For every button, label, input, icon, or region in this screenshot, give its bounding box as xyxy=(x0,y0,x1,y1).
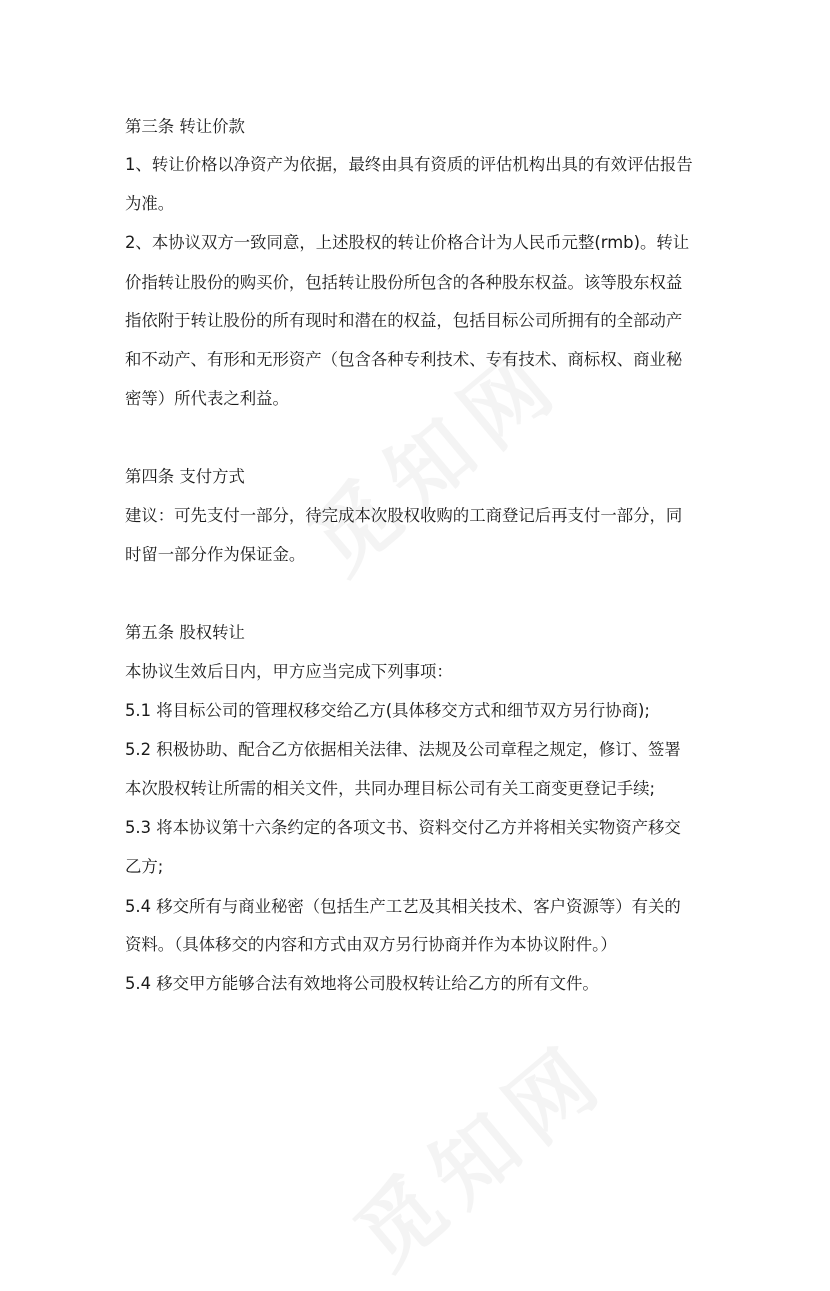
paragraph-line: 本协议生效后日内，甲方应当完成下列事项： xyxy=(125,662,453,681)
paragraph-line: 为准。 xyxy=(125,194,175,213)
paragraph-line: 1、转让价格以净资产为依据，最终由具有资质的评估机构出具的有效评估报告 xyxy=(125,155,693,174)
watermark-logo xyxy=(326,1010,629,1291)
paragraph-line: 5.1 将目标公司的管理权移交给乙方(具体移交方式和细节双方另行协商); xyxy=(125,701,650,720)
paragraph-line: 5.4 移交所有与商业秘密（包括生产工艺及其相关技术、客户资源等）有关的 xyxy=(125,897,681,916)
paragraph-line: 乙方; xyxy=(125,857,164,876)
paragraph-line: 和不动产、有形和无形资产（包含各种专利技术、专有技术、商标权、商业秘 xyxy=(125,350,683,369)
paragraph-line: 价指转让股份的购买价，包括转让股份所包含的各种股东权益。该等股东权益 xyxy=(125,273,683,292)
section-heading: 第四条 支付方式 xyxy=(125,467,245,486)
paragraph-line: 5.2 积极协助、配合乙方依据相关法律、法规及公司章程之规定，修订、签署 xyxy=(125,740,681,759)
paragraph-line: 密等）所代表之利益。 xyxy=(125,389,289,408)
paragraph-line: 5.4 移交甲方能够合法有效地将公司股权转让给乙方的所有文件。 xyxy=(125,974,599,993)
paragraph-line: 指依附于转让股份的所有现时和潜在的权益，包括目标公司所拥有的全部动产 xyxy=(125,311,683,330)
paragraph-line: 5.3 将本协议第十六条约定的各项文书、资料交付乙方并将相关实物资产移交 xyxy=(125,818,681,837)
paragraph-line: 2、本协议双方一致同意，上述股权的转让价格合计为人民币元整(rmb)。转让 xyxy=(125,233,690,252)
section-heading: 第五条 股权转让 xyxy=(125,623,245,642)
paragraph-line: 资料。（具体移交的内容和方式由双方另行协商并作为本协议附件。） xyxy=(125,935,617,954)
section-heading: 第三条 转让价款 xyxy=(125,117,245,136)
paragraph-line: 时留一部分作为保证金。 xyxy=(125,545,306,564)
paragraph-line: 本次股权转让所需的相关文件，共同办理目标公司有关工商变更登记手续; xyxy=(125,779,656,798)
paragraph-line: 建议：可先支付一部分，待完成本次股权收购的工商登记后再支付一部分，同 xyxy=(125,506,683,525)
